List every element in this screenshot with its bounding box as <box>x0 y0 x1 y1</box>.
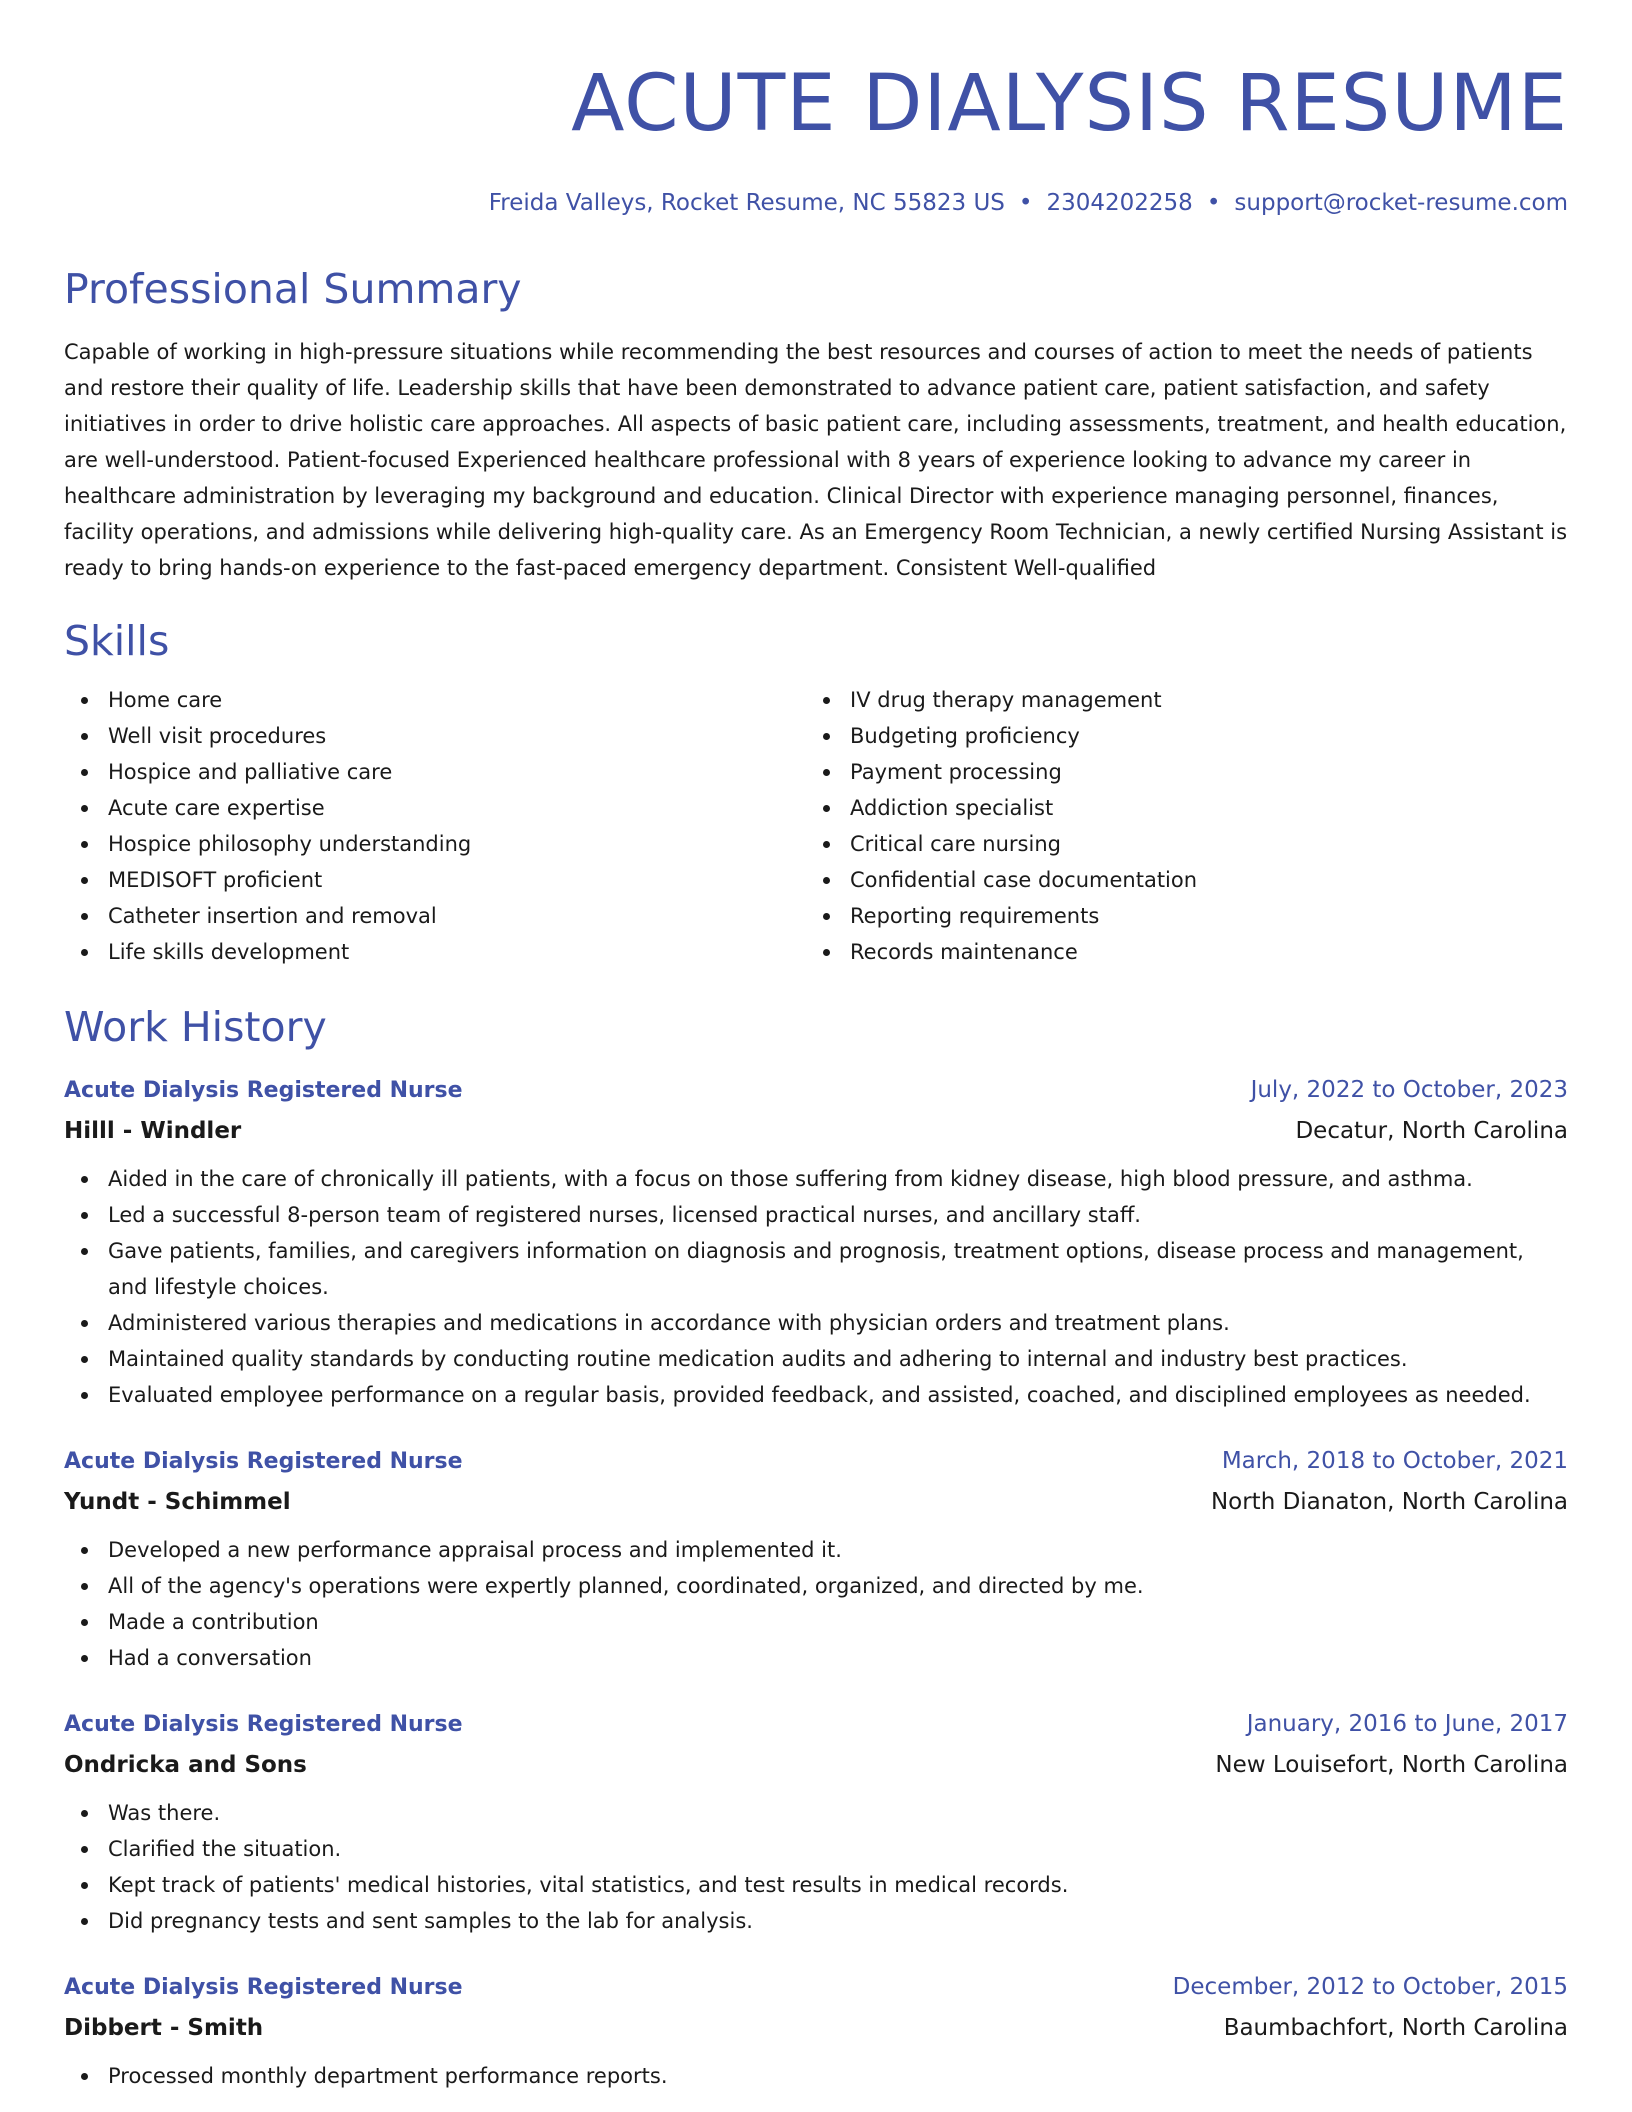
duty-item: Clarified the situation. <box>108 1831 1568 1867</box>
duty-item: Developed a new performance appraisal process and implemented it. <box>108 1532 1568 1568</box>
skill-item: Acute care expertise <box>108 790 806 826</box>
duty-item: Made a contribution <box>108 1604 1568 1640</box>
skills-section <box>64 616 1568 970</box>
job-title: Acute Dialysis Registered Nurse <box>64 1078 463 1103</box>
section-heading-skills: Skills <box>64 617 170 665</box>
job-employer: Hilll - Windler <box>64 1118 242 1144</box>
professional-summary-section <box>64 264 1568 586</box>
contact-phone: 2304202258 <box>1046 190 1193 216</box>
duty-item: Led a successful 8-person team of registered nurses, licensed practical nurses, and ancillary staff. <box>108 1197 1568 1233</box>
job-employer-row <box>64 1111 1568 1151</box>
section-heading-work-history: Work History <box>64 1003 327 1051</box>
job-title: Acute Dialysis Registered Nurse <box>64 1449 463 1474</box>
skills-list-right <box>806 682 1548 970</box>
job-entry <box>64 1967 1568 2094</box>
skill-item: Home care <box>108 682 806 718</box>
job-title-row <box>64 1070 1568 1111</box>
duty-item: Evaluated employee performance on a regular basis, provided feedback, and assisted, coached, and disciplined employees as needed. <box>108 1377 1568 1413</box>
duty-item: Maintained quality standards by conducting routine medication audits and adhering to internal and industry best practices. <box>108 1341 1568 1377</box>
skill-item: Critical care nursing <box>850 826 1548 862</box>
job-location: Baumbachfort, North Carolina <box>1223 2015 1568 2041</box>
skill-item: Well visit procedures <box>108 718 806 754</box>
job-employer: Yundt - Schimmel <box>64 1489 291 1515</box>
resume-title: ACUTE DIALYSIS RESUME <box>571 59 1568 149</box>
job-dates: December, 2012 to October, 2015 <box>1172 1974 1568 2000</box>
job-duties-list <box>64 1161 1568 1413</box>
job-location: New Louisefort, North Carolina <box>1215 1752 1568 1778</box>
job-duties-list <box>64 1532 1568 1676</box>
duty-item: Processed monthly department performance reports. <box>108 2058 1568 2094</box>
job-title: Acute Dialysis Registered Nurse <box>64 1712 463 1737</box>
job-title-row <box>64 1704 1568 1745</box>
job-entry <box>64 1070 1568 1413</box>
skill-item: IV drug therapy management <box>850 682 1548 718</box>
job-location: North Dianaton, North Carolina <box>1210 1489 1568 1515</box>
skill-item: Budgeting proficiency <box>850 718 1548 754</box>
contact-email[interactable]: support@rocket-resume.com <box>1234 190 1568 216</box>
job-title-row <box>64 1967 1568 2008</box>
skill-item: MEDISOFT proficient <box>108 862 806 898</box>
job-title-row <box>64 1441 1568 1482</box>
skill-item: Life skills development <box>108 934 806 970</box>
job-employer-row <box>64 1745 1568 1785</box>
section-heading-summary: Professional Summary <box>64 265 522 313</box>
contact-address: Freida Valleys, Rocket Resume, NC 55823 US <box>488 190 1005 216</box>
duty-item: Had a conversation <box>108 1640 1568 1676</box>
summary-text: Capable of working in high-pressure situations while recommending the best resources and courses of action to meet the needs of patients and restore their quality of life. Leadership skills that have been demonstrated to advance patient care, patient satisfaction, and safety initiatives in order to drive holistic care approaches. All aspects of basic patient care, including assessments, treatment, and health education, are well-understood. Patient-focused Experienced healthcare professional with 8 years of experience looking to advance my career in healthcare administration by leveraging my background and education. Clinical Director with experience managing personnel, finances, facility operations, and admissions while delivering high-quality care. As an Emergency Room Technician, a newly certified Nursing Assistant is ready to bring hands-on experience to the fast-paced emergency department. Consistent Well-qualified <box>64 340 1568 580</box>
job-dates: January, 2016 to June, 2017 <box>1246 1711 1568 1737</box>
job-employer: Ondricka and Sons <box>64 1752 307 1778</box>
duty-item: Did pregnancy tests and sent samples to the lab for analysis. <box>108 1903 1568 1939</box>
job-entry <box>64 1704 1568 1939</box>
duty-item: Kept track of patients' medical histories, vital statistics, and test results in medical records. <box>108 1867 1568 1903</box>
duty-item: Aided in the care of chronically ill patients, with a focus on those suffering from kidney disease, high blood pressure, and asthma. <box>108 1161 1568 1197</box>
contact-separator: • <box>1018 190 1033 216</box>
skills-list-left <box>64 682 806 970</box>
job-entry <box>64 1441 1568 1676</box>
duty-item: Administered various therapies and medications in accordance with physician orders and treatment plans. <box>108 1305 1568 1341</box>
job-title: Acute Dialysis Registered Nurse <box>64 1975 463 2000</box>
job-duties-list <box>64 1795 1568 1939</box>
skills-grid <box>64 682 1568 970</box>
skill-item: Records maintenance <box>850 934 1548 970</box>
job-duties-list <box>64 2058 1568 2094</box>
skill-item: Catheter insertion and removal <box>108 898 806 934</box>
job-employer-row <box>64 2008 1568 2048</box>
work-history-section <box>64 1002 1568 2094</box>
duty-item: All of the agency's operations were expertly planned, coordinated, organized, and directed by me. <box>108 1568 1568 1604</box>
skill-item: Payment processing <box>850 754 1548 790</box>
contact-line <box>64 188 1568 218</box>
skill-item: Reporting requirements <box>850 898 1548 934</box>
skill-item: Confidential case documentation <box>850 862 1548 898</box>
contact-separator: • <box>1206 190 1221 216</box>
job-dates: July, 2022 to October, 2023 <box>1250 1077 1568 1103</box>
job-location: Decatur, North Carolina <box>1295 1118 1568 1144</box>
skill-item: Hospice and palliative care <box>108 754 806 790</box>
job-dates: March, 2018 to October, 2021 <box>1221 1448 1568 1474</box>
skill-item: Addiction specialist <box>850 790 1548 826</box>
duty-item: Gave patients, families, and caregivers information on diagnosis and prognosis, treatment options, disease process and management, and lifestyle choices. <box>108 1233 1568 1305</box>
duty-item: Was there. <box>108 1795 1568 1831</box>
job-employer: Dibbert - Smith <box>64 2015 264 2041</box>
job-employer-row <box>64 1482 1568 1522</box>
skill-item: Hospice philosophy understanding <box>108 826 806 862</box>
